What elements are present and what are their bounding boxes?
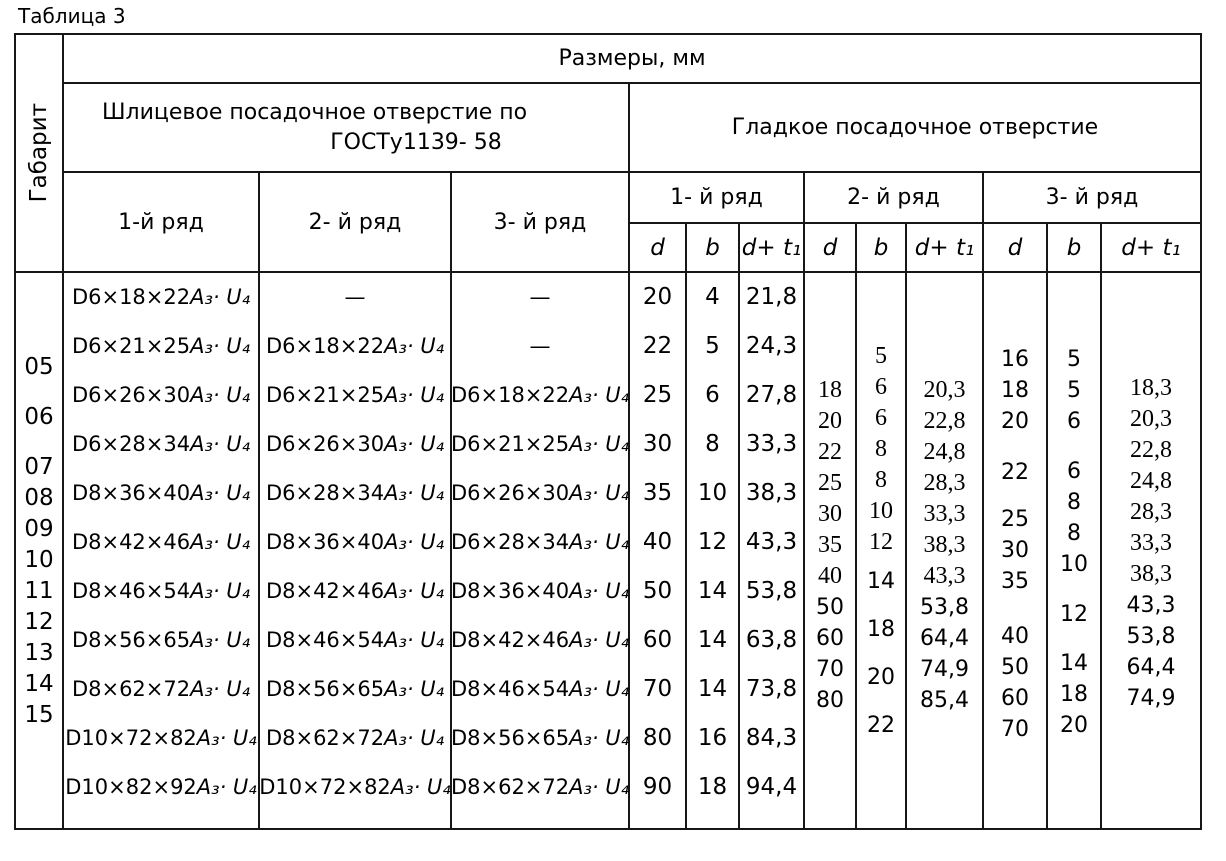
d-value: 20 xyxy=(818,408,842,434)
spline-designation: D6×28×34A₃· U₄ xyxy=(71,432,251,456)
d-value: 25 xyxy=(1001,507,1029,532)
column-smooth-row1-d xyxy=(630,273,687,828)
column-smooth-row1-dt1 xyxy=(740,273,805,828)
header-smooth-row1: 1- й ряд xyxy=(630,173,805,224)
header-sizes-mm: Размеры, мм xyxy=(64,35,1200,84)
column-spline-row3 xyxy=(452,273,630,828)
b-value: 12 xyxy=(1060,602,1088,627)
b-value: 6 xyxy=(705,382,720,408)
b-value: 6 xyxy=(875,374,887,400)
d-value: 70 xyxy=(1001,717,1029,742)
dt1-value: 38,3 xyxy=(745,480,798,506)
spline-designation: D8×56×65A₃· U₄ xyxy=(265,677,445,701)
d-value: 20 xyxy=(1001,409,1029,434)
d-value: 40 xyxy=(642,529,673,555)
b-value: 6 xyxy=(1067,459,1081,484)
dt1-value: 84,3 xyxy=(745,725,798,751)
header-spline-row3: 3- й ряд xyxy=(452,173,630,273)
d-value: 40 xyxy=(1001,624,1029,649)
table-caption: Таблица 3 xyxy=(18,4,126,28)
dt1-value: 22,8 xyxy=(923,408,966,434)
b-value: 8 xyxy=(1067,521,1081,546)
gabarit-value: 10 xyxy=(24,547,54,573)
b-value: 18 xyxy=(867,617,895,642)
spline-designation: D8×62×72A₃· U₄ xyxy=(265,726,445,750)
header-gabarit xyxy=(16,35,64,273)
spline-designation: D6×21×25A₃· U₄ xyxy=(71,334,251,358)
spline-designation: D10×82×92A₃· U₄ xyxy=(65,775,257,799)
b-value: 20 xyxy=(867,665,895,690)
spline-designation: D8×42×46A₃· U₄ xyxy=(71,530,251,554)
subheader-dt1-row2: d+ t₁ xyxy=(907,224,984,273)
d-value: 80 xyxy=(816,688,844,713)
dt1-value: 33,3 xyxy=(1130,530,1172,556)
dt1-value: 64,4 xyxy=(1126,655,1176,680)
column-smooth-row1-b xyxy=(687,273,740,828)
spline-designation: D8×56×65A₃· U₄ xyxy=(450,726,630,750)
gabarit-value: 15 xyxy=(24,702,54,728)
spline-designation: D10×72×82A₃· U₄ xyxy=(65,726,257,750)
spline-designation: D8×46×54A₃· U₄ xyxy=(265,628,445,652)
dt1-value: 24,3 xyxy=(745,333,798,359)
gabarit-value: 13 xyxy=(24,640,54,666)
d-value: 50 xyxy=(1001,655,1029,680)
dt1-value: 74,9 xyxy=(1126,686,1176,711)
spline-designation: D10×72×82A₃· U₄ xyxy=(259,775,451,799)
dt1-value: 85,4 xyxy=(920,688,969,713)
dt1-value: 33,3 xyxy=(745,431,798,457)
spline-title-line2: ГОСТу1139- 58 xyxy=(330,129,502,155)
header-spline-row1: 1-й ряд xyxy=(64,173,260,273)
dt1-value: 20,3 xyxy=(1130,406,1172,432)
b-value: 8 xyxy=(875,436,887,462)
d-value: 80 xyxy=(642,725,673,751)
b-value: 12 xyxy=(697,529,728,555)
column-smooth-row2-dt1 xyxy=(907,273,984,828)
d-value: 35 xyxy=(642,480,673,506)
d-value: 16 xyxy=(1001,347,1029,372)
subheader-d-row2: d xyxy=(805,224,857,273)
column-smooth-row3-dt1 xyxy=(1102,273,1200,828)
spline-designation: D8×42×46A₃· U₄ xyxy=(265,579,445,603)
b-value: 14 xyxy=(697,578,728,604)
dt1-value: 73,8 xyxy=(745,676,798,702)
d-value: 30 xyxy=(642,431,673,457)
dt1-value: 43,3 xyxy=(923,563,966,589)
header-smooth-section: Гладкое посадочное отверстие xyxy=(630,84,1200,173)
spline-designation: D6×21×25A₃· U₄ xyxy=(265,383,445,407)
dt1-value: 38,3 xyxy=(923,532,966,558)
b-value: 8 xyxy=(1067,490,1081,515)
gabarit-value: 09 xyxy=(24,516,54,542)
dt1-value: 24,8 xyxy=(923,439,966,465)
dt1-value: 74,9 xyxy=(920,657,969,682)
b-value: 5 xyxy=(875,343,887,369)
b-value: 5 xyxy=(1067,347,1081,372)
dt1-value: 20,3 xyxy=(923,377,966,403)
dt1-value: 28,3 xyxy=(923,470,966,496)
dt1-value: 94,4 xyxy=(745,774,798,800)
spline-designation: D6×18×22A₃· U₄ xyxy=(71,285,251,309)
spline-designation: D8×62×72A₃· U₄ xyxy=(71,677,251,701)
b-value: 10 xyxy=(869,498,893,524)
dt1-value: 53,8 xyxy=(745,578,798,604)
d-value: 18 xyxy=(818,377,842,403)
b-value: 6 xyxy=(1067,409,1081,434)
column-smooth-row3-b xyxy=(1048,273,1102,828)
dt1-value: 43,3 xyxy=(1126,593,1176,618)
gabarit-value: 05 xyxy=(24,354,54,380)
b-value: 20 xyxy=(1060,713,1088,738)
b-value: 14 xyxy=(867,569,895,594)
column-spline-row1 xyxy=(64,273,260,828)
empty-dash: — xyxy=(529,334,551,358)
column-smooth-row2-d xyxy=(805,273,857,828)
spline-designation: D6×26×30A₃· U₄ xyxy=(265,432,445,456)
column-spline-row2 xyxy=(260,273,452,828)
dt1-value: 27,8 xyxy=(745,382,798,408)
dt1-value: 28,3 xyxy=(1130,499,1172,525)
spline-designation: D8×36×40A₃· U₄ xyxy=(450,579,630,603)
dt1-value: 38,3 xyxy=(1130,561,1172,587)
d-value: 22 xyxy=(818,439,842,465)
column-smooth-row3-d xyxy=(984,273,1048,828)
gabarit-value: 07 xyxy=(24,454,54,480)
gabarit-vertical-label: Габарит xyxy=(26,103,52,203)
d-value: 20 xyxy=(642,284,673,310)
header-smooth-row2: 2- й ряд xyxy=(805,173,984,224)
spline-designation: D6×21×25A₃· U₄ xyxy=(450,432,630,456)
header-smooth-row3: 3- й ряд xyxy=(984,173,1200,224)
subheader-dt1-row1: d+ t₁ xyxy=(740,224,805,273)
empty-dash: — xyxy=(344,285,366,309)
subheader-b-row3: b xyxy=(1048,224,1102,273)
dt1-value: 24,8 xyxy=(1130,468,1172,494)
subheader-d-row1: d xyxy=(630,224,687,273)
d-value: 60 xyxy=(1001,686,1029,711)
d-value: 50 xyxy=(816,595,844,620)
d-value: 70 xyxy=(816,657,844,682)
d-value: 90 xyxy=(642,774,673,800)
dt1-value: 63,8 xyxy=(745,627,798,653)
d-value: 40 xyxy=(818,563,842,589)
b-value: 14 xyxy=(1060,651,1088,676)
subheader-b-row2: b xyxy=(857,224,907,273)
spline-designation: D8×36×40A₃· U₄ xyxy=(71,481,251,505)
d-value: 25 xyxy=(818,470,842,496)
column-smooth-row2-b xyxy=(857,273,907,828)
spline-designation: D6×26×30A₃· U₄ xyxy=(71,383,251,407)
d-value: 35 xyxy=(818,532,842,558)
d-value: 35 xyxy=(1001,569,1029,594)
subheader-b-row1: b xyxy=(687,224,740,273)
b-value: 18 xyxy=(697,774,728,800)
gabarit-value: 11 xyxy=(24,578,54,604)
column-gabarit-values xyxy=(16,273,64,828)
d-value: 50 xyxy=(642,578,673,604)
b-value: 14 xyxy=(697,627,728,653)
gabarit-value: 14 xyxy=(24,671,54,697)
spline-designation: D6×28×34A₃· U₄ xyxy=(450,530,630,554)
gabarit-value: 06 xyxy=(24,404,54,430)
d-value: 30 xyxy=(818,501,842,527)
d-value: 18 xyxy=(1001,378,1029,403)
spline-designation: D8×46×54A₃· U₄ xyxy=(450,677,630,701)
b-value: 5 xyxy=(1067,378,1081,403)
spline-designation: D8×56×65A₃· U₄ xyxy=(71,628,251,652)
b-value: 22 xyxy=(867,713,895,738)
dt1-value: 53,8 xyxy=(1126,624,1176,649)
header-spline-section xyxy=(64,84,630,173)
dt1-value: 18,3 xyxy=(1130,375,1172,401)
d-value: 70 xyxy=(642,676,673,702)
dt1-value: 64,4 xyxy=(920,626,969,651)
spline-designation: D6×18×22A₃· U₄ xyxy=(265,334,445,358)
d-value: 25 xyxy=(642,382,673,408)
d-value: 60 xyxy=(816,626,844,651)
subheader-dt1-row3: d+ t₁ xyxy=(1102,224,1200,273)
d-value: 22 xyxy=(642,333,673,359)
d-value: 30 xyxy=(1001,538,1029,563)
b-value: 4 xyxy=(705,284,720,310)
spline-designation: D8×46×54A₃· U₄ xyxy=(71,579,251,603)
b-value: 8 xyxy=(705,431,720,457)
spline-designation: D8×42×46A₃· U₄ xyxy=(450,628,630,652)
b-value: 18 xyxy=(1060,682,1088,707)
b-value: 8 xyxy=(875,467,887,493)
b-value: 16 xyxy=(697,725,728,751)
b-value: 12 xyxy=(869,529,893,555)
d-value: 22 xyxy=(1001,460,1029,485)
subheader-d-row3: d xyxy=(984,224,1048,273)
dimensions-table xyxy=(14,33,1202,830)
dt1-value: 22,8 xyxy=(1130,437,1172,463)
empty-dash: — xyxy=(529,285,551,309)
header-spline-row2: 2- й ряд xyxy=(260,173,452,273)
b-value: 10 xyxy=(1060,552,1088,577)
d-value: 60 xyxy=(642,627,673,653)
b-value: 10 xyxy=(697,480,728,506)
b-value: 5 xyxy=(705,333,720,359)
spline-designation: D6×28×34A₃· U₄ xyxy=(265,481,445,505)
dt1-value: 53,8 xyxy=(920,595,969,620)
gabarit-value: 12 xyxy=(24,609,54,635)
dt1-value: 43,3 xyxy=(745,529,798,555)
b-value: 14 xyxy=(697,676,728,702)
spline-title-line1: Шлицевое посадочное отверстие по xyxy=(102,99,528,125)
gabarit-value: 08 xyxy=(24,485,54,511)
spline-designation: D8×36×40A₃· U₄ xyxy=(265,530,445,554)
spline-designation: D6×18×22A₃· U₄ xyxy=(450,383,630,407)
b-value: 6 xyxy=(875,405,887,431)
spline-designation: D8×62×72A₃· U₄ xyxy=(450,775,630,799)
dt1-value: 33,3 xyxy=(923,501,966,527)
dt1-value: 21,8 xyxy=(745,284,798,310)
spline-designation: D6×26×30A₃· U₄ xyxy=(450,481,630,505)
